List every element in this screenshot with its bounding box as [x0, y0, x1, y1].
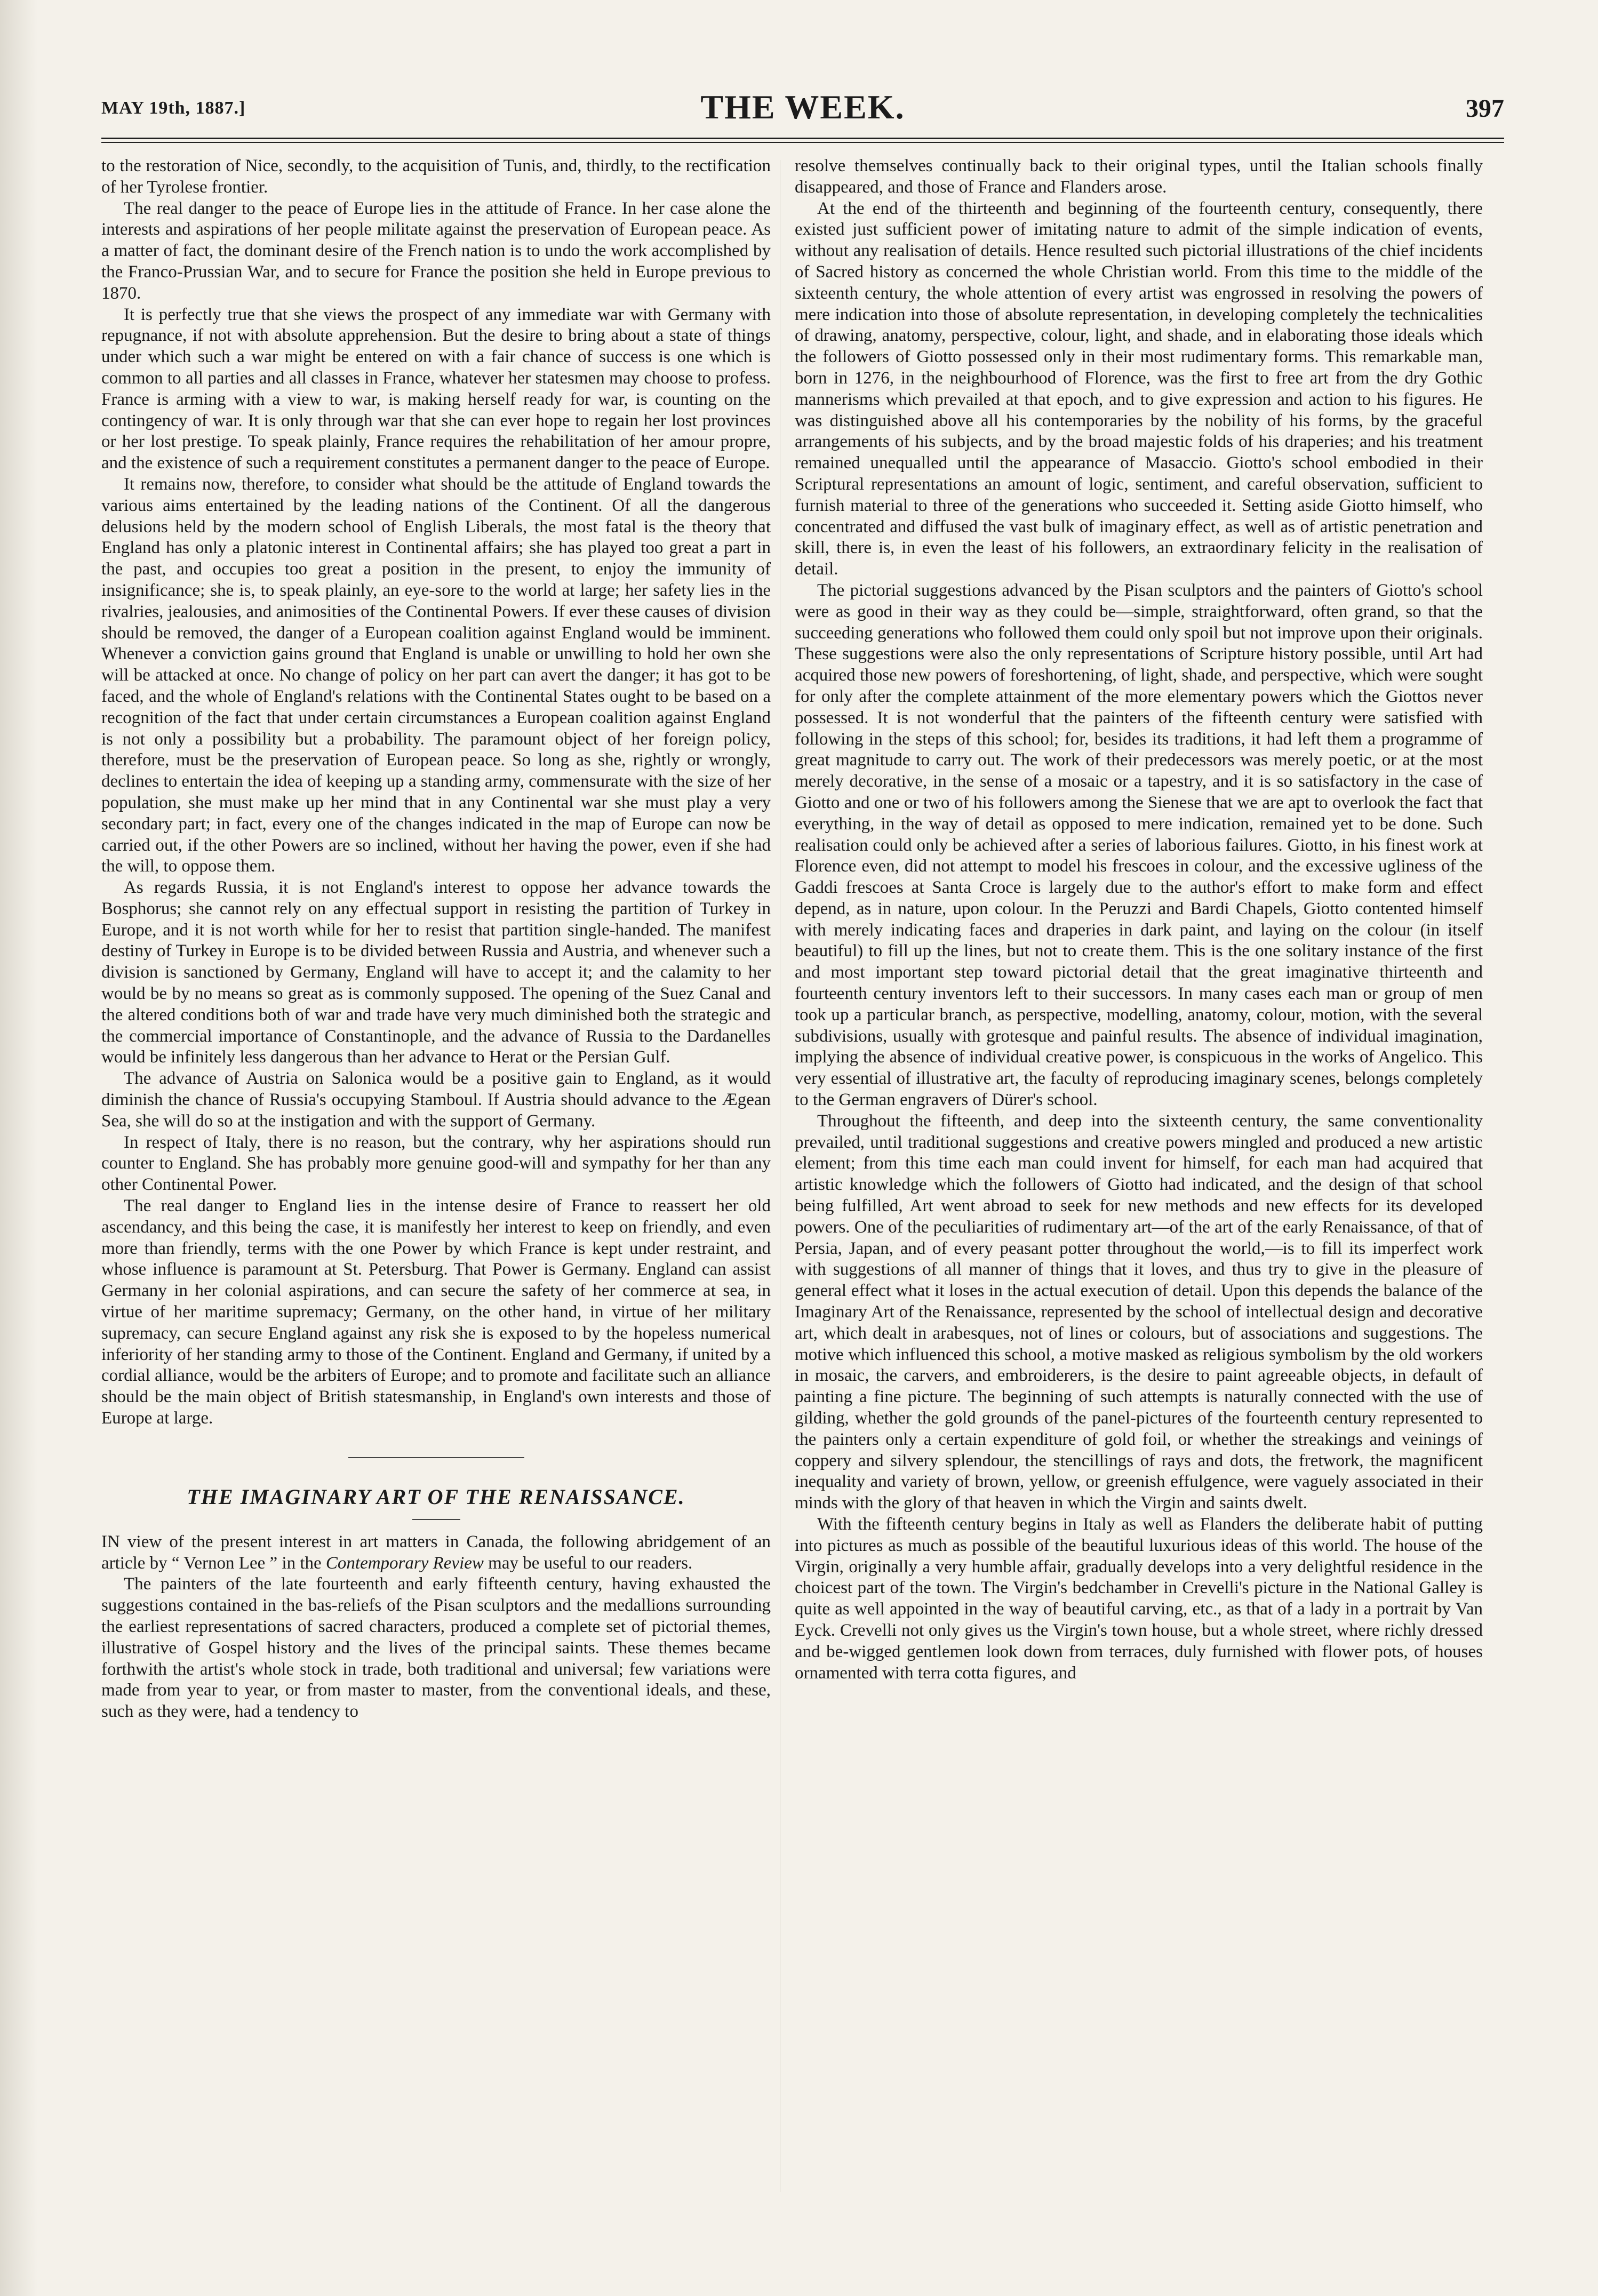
paragraph: It is perfectly true that she views the prospect of any immediate war with Germany with repugnance, if not with absolute apprehension. But the desire to bring about a state of things under which such a war might be entered on with a fair chance of success is one which is common to all parties and all classes in France, whatever her statesmen may choose to profess. France is arming with a view to war, is making herself ready for war, is counting on the contingency of war. It is only through war that she can ever hope to regain her lost provinces or her lost prestige. To speak plainly, France requires the rehabilitation of her amour propre, and the existence of such a requirement constitutes a permanent danger to the peace of Europe. — [101, 305, 771, 473]
paragraph: With the fifteenth century begins in Italy as well as Flanders the deliberate habit of putting into pictures as much as possible of the beautiful luxurious ideas of this world. The house of the Virgin, originally a very humble affair, gradually develops into a very delightful residence in the choicest part of the town. The Virgin's bedchamber in Crevelli's picture in the National Galley is quite as well appointed in the way of beautiful carving, etc., as that of a lady in a portrait by Van Eyck. Crevelli not only gives us the Virgin's town house, but a whole street, where richly dressed and be-wigged gentlemen look down from terraces, duly furnished with flower pots, of houses ornamented with terra cotta figures, and — [795, 1515, 1483, 1683]
paragraph: The advance of Austria on Salonica would be a positive gain to England, as it would diminish the chance of Russia's occupying Stamboul. If Austria should advance to the Ægean Sea, she will do so at the instigation and with the support of Germany. — [101, 1069, 771, 1131]
header-rule-bottom — [101, 142, 1504, 143]
binding-shadow — [0, 0, 37, 2296]
right-column — [795, 156, 1483, 2257]
paragraph: The pictorial suggestions advanced by the Pisan sculptors and the painters of Giotto's school were as good in their way as they could be—simple, straightforward, often grand, so that the succeeding generations who followed them could only spoil but not improve upon their originals. These suggestions were also the only representations of Scripture history possible, until Art had acquired those new powers of foreshortening, of light, shade, and perspective, which were sought for only after the complete attainment of the more elementary powers which the Giottos never possessed. It is not wonderful that the painters of the fifteenth century were satisfied with following in the steps of this school; for, besides its traditions, it had left them a programme of great magnitude to carry out. The work of their predecessors was merely poetic, or at the most merely decorative, in the sense of a mosaic or a tapestry, and it is so satisfactory in the case of Giotto and one or two of his followers among the Sienese that we are apt to overlook the fact that everything, in the way of detail as opposed to mere indication, remained yet to be done. Such realisation could only be achieved after a series of laborious failures. Giotto, in his finest work at Florence even, did not attempt to model his frescoes in colour, and the excessive ugliness of the Gaddi frescoes at Santa Croce is largely due to the author's effort to make form and effect depend, as in nature, upon colour. In the Peruzzi and Bardi Chapels, Giotto contented himself with merely indicating faces and draperies in dark paint, and laying on the colour (in itself beautiful) to fill up the lines, but not to create them. This is the one solitary instance of the first and most important step toward pictorial detail that the great imaginative thirteenth and fourteenth century inventors left to their successors. In many cases each man or group of men took up a particular branch, as perspective, modelling, anatomy, colour, motion, with the several subdivisions, usually with grotesque and painful results. The absence of individual imagination, implying the absence of individual creative power, is conspicuous in the works of Angelico. This very essential of illustrative art, the faculty of reproducing imaginary scenes, belongs completely to the German engravers of Dürer's school. — [795, 580, 1483, 1110]
paragraph: At the end of the thirteenth and beginning of the fourteenth century, consequently, there existed just sufficient power of imitating nature to admit of the simple indication of events, without any realisation of details. Hence resulted such pictorial illustrations of the chief incidents of Sacred history as concerned the whole Christian world. From this time to the middle of the sixteenth century, the whole attention of every artist was engrossed in resolving the powers of mere indication into those of absolute representation, in developing completely the technicalities of drawing, anatomy, perspective, colour, light, and shade, and in elaborating those ideals which the followers of Giotto possessed only in their most rudimentary forms. This remarkable man, born in 1276, in the neighbourhood of Florence, was the first to free art from the dry Gothic mannerisms which prevailed at that epoch, and to give expression and action to his figures. He was distinguished above all his contemporaries by the nobility of his forms, by the graceful arrangements of his subjects, and by the broad majestic folds of his draperies; and his treatment remained unequalled until the appearance of Masaccio. Giotto's school embodied in their Scriptural representations an amount of logic, sentiment, and careful observation, sufficient to furnish material to three of the generations who succeeded it. Setting aside Giotto himself, who concentrated and diffused the vast bulk of imaginary effect, as well as of artistic penetration and skill, there is, in even the least of his followers, an extraordinary felicity in the realisation of detail. — [795, 198, 1483, 579]
paragraph: to the restoration of Nice, secondly, to the acquisition of Tunis, and, thirdly, to the rectification of her Tyrolese frontier. — [101, 156, 771, 197]
intro-source: Contemporary Review — [325, 1553, 484, 1573]
paragraph: resolve themselves continually back to their original types, until the Italian schools finally disappeared, and those of France and Flanders arose. — [795, 156, 1483, 197]
paragraph: The real danger to England lies in the intense desire of France to reassert her old ascendancy, and this being the case, it is manifestly her interest to keep on friendly, and even more than friendly, terms with the one Power by which France is kept under restraint, and whose influence is paramount at St. Petersburg. That Power is Germany. England can assist Germany in her colonial aspirations, and can secure the safety of her commerce at sea, in virtue of her maritime supremacy; Germany, on the other hand, in virtue of her military supremacy, can secure England against any risk she is exposed to by the hopeless numerical inferiority of her standing army to those of the Continent. England and Germany, if united by a cordial alliance, would be the arbiters of Europe; and to promote and facilitate such an alliance should be the main object of British statesmanship, in England's own interests and those of Europe at large. — [101, 1196, 771, 1428]
left-column — [101, 156, 771, 2257]
paragraph: Throughout the fifteenth, and deep into the sixteenth century, the same conventionality prevailed, until traditional suggestions and creative powers mingled and produced a new artistic element; from this time each man could invent for himself, for each man had acquired that artistic knowledge which the followers of Giotto had indicated, and the design of that school being fulfilled, Art went abroad to seek for new methods and new effects for its developed powers. One of the peculiarities of rudimentary art—of the art of the early Renaissance, of that of Persia, Japan, and of every peasant potter throughout the world,—is to fill its imperfect work with suggestions of all manner of things that it loves, and thus try to give in the pleasure of general effect what it loses in the actual execution of detail. Upon this depends the balance of the Imaginary Art of the Renaissance, represented by the school of intellectual design and decorative art, which dealt in arabesques, not of lines or colours, but of associations and suggestions. The motive which influenced this school, a motive masked as religious symbolism by the old workers in mosaic, the carvers, and embroiderers, is the desire to paint agreeable objects, in default of painting a fine picture. The beginning of such attempts is naturally connected with the use of gilding, whether the gold grounds of the panel-pictures of the fourteenth century represented to the painters only a certain expenditure of gold foil, or whether the streakings and veinings of coppery and silvery splendour, the stencillings of rays and dots, the fretwork, the magnificent inequality and variety of brown, yellow, or greenish effulgence, were vaguely associated in their minds with the glory of that heaven in which the Virgin and saints dwelt. — [795, 1111, 1483, 1513]
article-title: THE IMAGINARY ART OF THE RENAISSANCE. — [187, 1484, 685, 1509]
header-rule-top — [101, 138, 1504, 139]
paragraph: In respect of Italy, there is no reason, but the contrary, why her aspirations should run counter to England. She has probably more genuine good-will and sympathy for her than any other Continental Power. — [101, 1132, 771, 1195]
section-separator — [348, 1457, 524, 1458]
paragraph: As regards Russia, it is not England's interest to oppose her advance towards the Bosphorus; she cannot rely on any effectual support in resisting the partition of Turkey in Europe, and it is not worth while for her to resist that partition single-handed. The manifest destiny of Turkey in Europe is to be divided between Russia and Austria, and whenever such a division is sanctioned by Germany, England will have to accept it; and the calamity to her would be by no means so great as is commonly supposed. The opening of the Suez Canal and the altered conditions both of war and trade have very much diminished both the strategic and the commercial importance of Constantinople, and the advance of Russia to the Dardanelles would be infinitely less dangerous than her advance to Herat or the Persian Gulf. — [101, 878, 771, 1067]
paragraph: The real danger to the peace of Europe lies in the attitude of France. In her case alone the interests and aspirations of her people militate against the preservation of European peace. As a matter of fact, the dominant desire of the French nation is to undo the work accomplished by the Franco-Prussian War, and to secure for France the position she held in Europe previous to 1870. — [101, 198, 771, 303]
masthead-title: THE WEEK. — [700, 88, 905, 126]
page-number: 397 — [1466, 94, 1504, 123]
page-header — [101, 88, 1504, 140]
paragraph: It remains now, therefore, to consider what should be the attitude of England towards the various aims entertained by the leading nations of the Continent. Of all the dangerous delusions held by the modern school of English Liberals, the most fatal is the theory that England has only a platonic interest in Continental affairs; she has played too great a part in the past, and occupies too great a position in the present, to enjoy the immunity of insignificance; she is, to speak plainly, an eye-sore to the world at large; her safety lies in the rivalries, jealousies, and animosities of the Continental Powers. If ever these causes of division should be removed, the danger of a European coalition against England would be imminent. Whenever a conviction gains ground that England is unable or unwilling to hold her own she will be attacked at once. No change of policy on her part can avert the danger; it has got to be faced, and the whole of England's relations with the Continental States ought to be based on a recognition of the fact that under certain circumstances a European coalition against England is not only a possibility but a probability. The paramount object of her foreign policy, therefore, must be the preservation of European peace. So long as she, rightly or wrongly, declines to entertain the idea of keeping up a standing army, commensurate with the size of her population, she must make up her mind that in any Continental war she must play a very secondary part; in fact, every one of the changes indicated in the map of Europe can now be carried out, if the other Powers are so inclined, without her having the power, even if she had the will, to oppose them. — [101, 474, 771, 876]
title-rule — [412, 1519, 460, 1520]
intro-text: IN view of the present interest in art matters in Canada, the following abridgement of an article by “ Vernon Lee ” in the — [101, 1532, 771, 1573]
paragraph: The painters of the late fourteenth and early fifteenth century, having exhausted the suggestions contained in the bas-reliefs of the Pisan sculptors and the medallions surrounding the earliest representations of sacred characters, produced a complete set of pictorial themes, illustrative of Gospel history and the lives of the principal saints. These themes became forthwith the artist's whole stock in trade, both traditional and universal; few variations were made from year to year, or from master to master, from the conventional ideals, and these, such as they were, had a tendency to — [101, 1574, 771, 1722]
article-intro — [101, 1532, 771, 1574]
issue-date: MAY 19th, 1887.] — [101, 98, 246, 118]
intro-text-end: may be useful to our readers. — [483, 1553, 693, 1573]
